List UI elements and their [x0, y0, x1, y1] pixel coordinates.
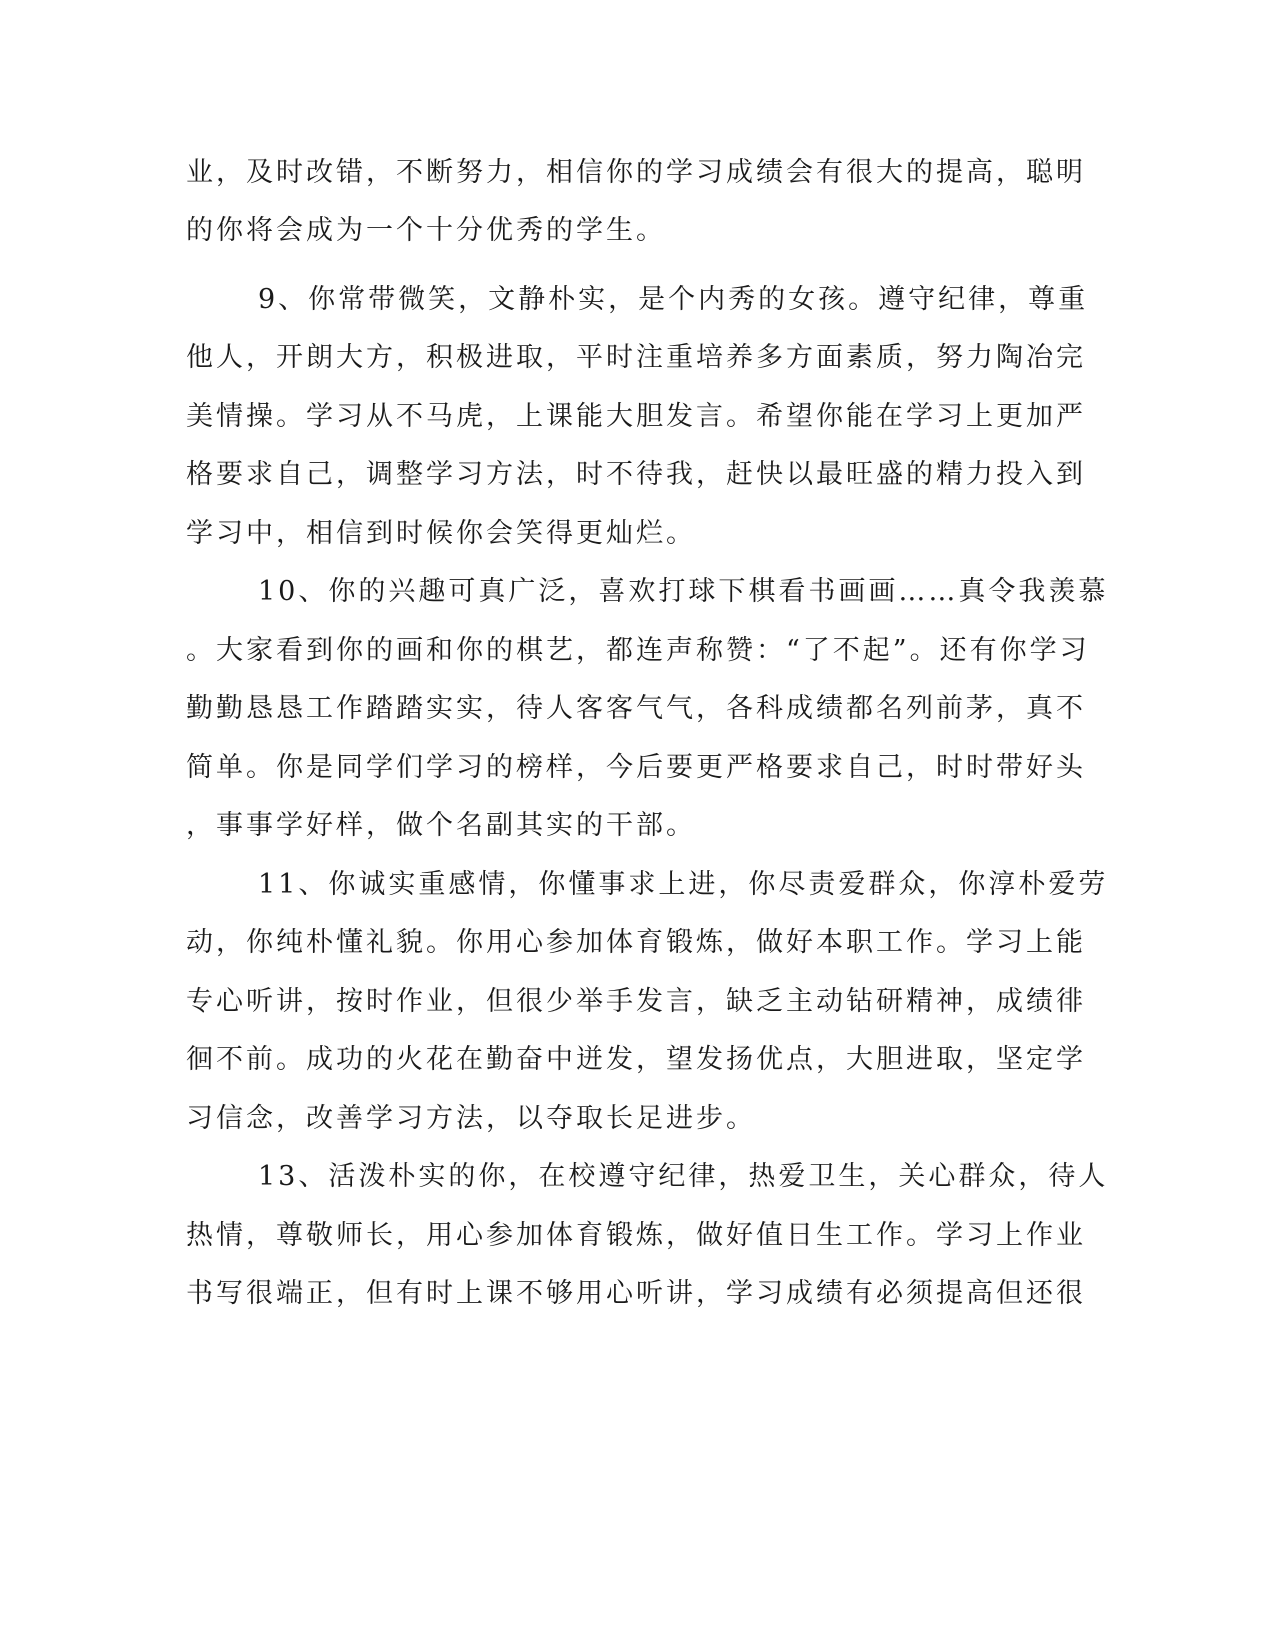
text-line: ，事事学好样，做个名副其实的干部。 — [186, 810, 696, 841]
text-line: 业，及时改错，不断努力，相信你的学习成绩会有很大的提高，聪明 — [186, 157, 1086, 188]
text-line: 格要求自己，调整学习方法，时不待我，赶快以最旺盛的精力投入到 — [186, 459, 1086, 490]
text-line: 美情操。学习从不马虎，上课能大胆发言。希望你能在学习上更加严 — [186, 401, 1086, 432]
text-line: 书写很端正，但有时上课不够用心听讲，学习成绩有必须提高但还很 — [186, 1278, 1086, 1309]
text-line: 专心听讲，按时作业，但很少举手发言，缺乏主动钻研精神，成绩徘 — [186, 986, 1086, 1017]
text-line: 动，你纯朴懂礼貌。你用心参加体育锻炼，做好本职工作。学习上能 — [186, 927, 1086, 958]
text-line: 的你将会成为一个十分优秀的学生。 — [186, 215, 666, 246]
text-line: 。大家看到你的画和你的棋艺，都连声称赞：“了不起”。还有你学习 — [186, 635, 1090, 666]
text-line: 他人，开朗大方，积极进取，平时注重培养多方面素质，努力陶冶完 — [186, 342, 1086, 373]
text-line: 勤勤恳恳工作踏踏实实，待人客客气气，各科成绩都名列前茅，真不 — [186, 693, 1086, 724]
text-line: 10、你的兴趣可真广泛，喜欢打球下棋看书画画……真令我羡慕 — [258, 576, 1109, 607]
text-line: 简单。你是同学们学习的榜样，今后要更严格要求自己，时时带好头 — [186, 752, 1086, 783]
text-line: 学习中，相信到时候你会笑得更灿烂。 — [186, 518, 696, 549]
text-line: 9、你常带微笑，文静朴实，是个内秀的女孩。遵守纪律，尊重 — [258, 284, 1089, 315]
text-line: 11、你诚实重感情，你懂事求上进，你尽责爱群众，你淳朴爱劳 — [258, 869, 1109, 900]
text-line: 徊不前。成功的火花在勤奋中迸发，望发扬优点，大胆进取，坚定学 — [186, 1044, 1086, 1075]
text-line: 热情，尊敬师长，用心参加体育锻炼，做好值日生工作。学习上作业 — [186, 1220, 1086, 1251]
text-line: 习信念，改善学习方法，以夺取长足进步。 — [186, 1103, 756, 1134]
text-line: 13、活泼朴实的你，在校遵守纪律，热爱卫生，关心群众，待人 — [258, 1161, 1109, 1192]
